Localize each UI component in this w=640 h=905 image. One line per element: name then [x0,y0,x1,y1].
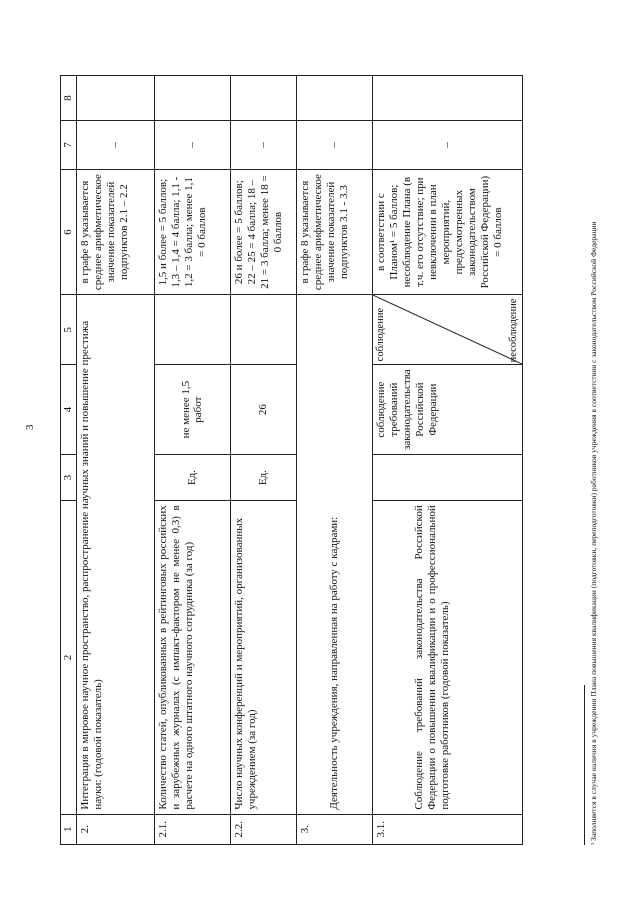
row-title: Количество статей, опубликованных в рейтинговых российских и зарубежных журналах (с импакт-фактором не менее 0,3) в расчете на одного штатного научного сотрудника (за год) [154,501,230,814]
header-row [61,76,77,845]
footnote-rule [584,685,585,845]
unit [372,454,522,500]
col8-value [154,76,230,121]
target-value: не менее 1,5 работ [154,365,230,455]
col7-value: – [76,120,154,169]
row-number: 2.2. [230,814,296,844]
col5-value [154,295,230,365]
criteria-table [60,75,523,845]
row-title: Соблюдение требований законодательства Российской Федерации о повышении квалификации и о профессиональной подготовке работников (годовой показатель) [372,501,522,814]
target-value: 26 [230,365,296,455]
row-title: Число научных конференций и мероприятий, организованных учреждением (за год) [230,501,296,814]
row-title: Деятельность учреждения, направленная на работу с кадрами: [296,295,372,814]
scoring-rule: 26 и более = 5 баллов; 22 – 25 = 4 балла; 18 – 21 = 3 балла; менее 18 = 0 баллов [230,169,296,295]
col5-value [230,295,296,365]
row-number: 2.1. [154,814,230,844]
scoring-rule: 1,5 и более = 5 баллов; 1,3 – 1,4 = 4 балла; 1,1 - 1,2 = 3 балла; менее 1,1 = 0 баллов [154,169,230,295]
page-number: 3 [24,424,36,430]
rotated-page [60,65,620,845]
col7-value: – [296,120,372,169]
col8-value [372,76,522,121]
row-number: 3. [296,814,372,844]
table-row [296,76,372,845]
unit: Ед. [154,454,230,500]
header-col-5: 5 [61,295,77,365]
row-number: 2. [76,814,154,844]
header-col-6: 6 [61,169,77,295]
noncompliance-label: несоблюдение [507,298,519,363]
table-row [230,76,296,845]
scoring-rule: в графе 8 указывается среднее арифметическое значение показателей подпунктов 2.1 – 2.2 [76,169,154,295]
compliance-cell [372,295,522,365]
scoring-rule: в соответствии с Планом¹ = 5 баллов; несоблюдение Плана (в т.ч. его отсутствие; при невключении в план мероприятий, предусмотренных законодательством Российской Федерации) = 0 баллов [372,169,522,295]
diagonal-line [373,295,522,364]
col8-value [230,76,296,121]
row-number: 3.1. [372,814,522,844]
header-col-1: 1 [61,814,77,844]
scoring-rule: в графе 8 указывается среднее арифметическое значение показателей подпунктов 3.1 - 3.3 [296,169,372,295]
col7-value: – [372,120,522,169]
footnote: ¹ Заполняется в случае наличия в учреждении Плана повышения квалификации (подготовки, переподготовки) работников учреждения в соответствии с законодательством Российской Федерации [589,221,598,845]
col7-value: – [154,120,230,169]
header-col-2: 2 [61,501,77,814]
target-value: соблюдение требований законодательства Российской Федерации [372,365,522,455]
header-col-3: 3 [61,454,77,500]
col7-value: – [230,120,296,169]
header-col-7: 7 [61,120,77,169]
table-row [76,76,154,845]
unit: Ед. [230,454,296,500]
row-title: Интеграция в мировое научное пространство, распространение научных знаний и повышение престижа науки: (годовой показатель) [76,295,154,814]
table-row [154,76,230,845]
header-col-4: 4 [61,365,77,455]
col8-value [296,76,372,121]
table-row [372,76,522,845]
compliance-label: соблюдение [374,307,386,362]
header-col-8: 8 [61,76,77,121]
col8-value [76,76,154,121]
